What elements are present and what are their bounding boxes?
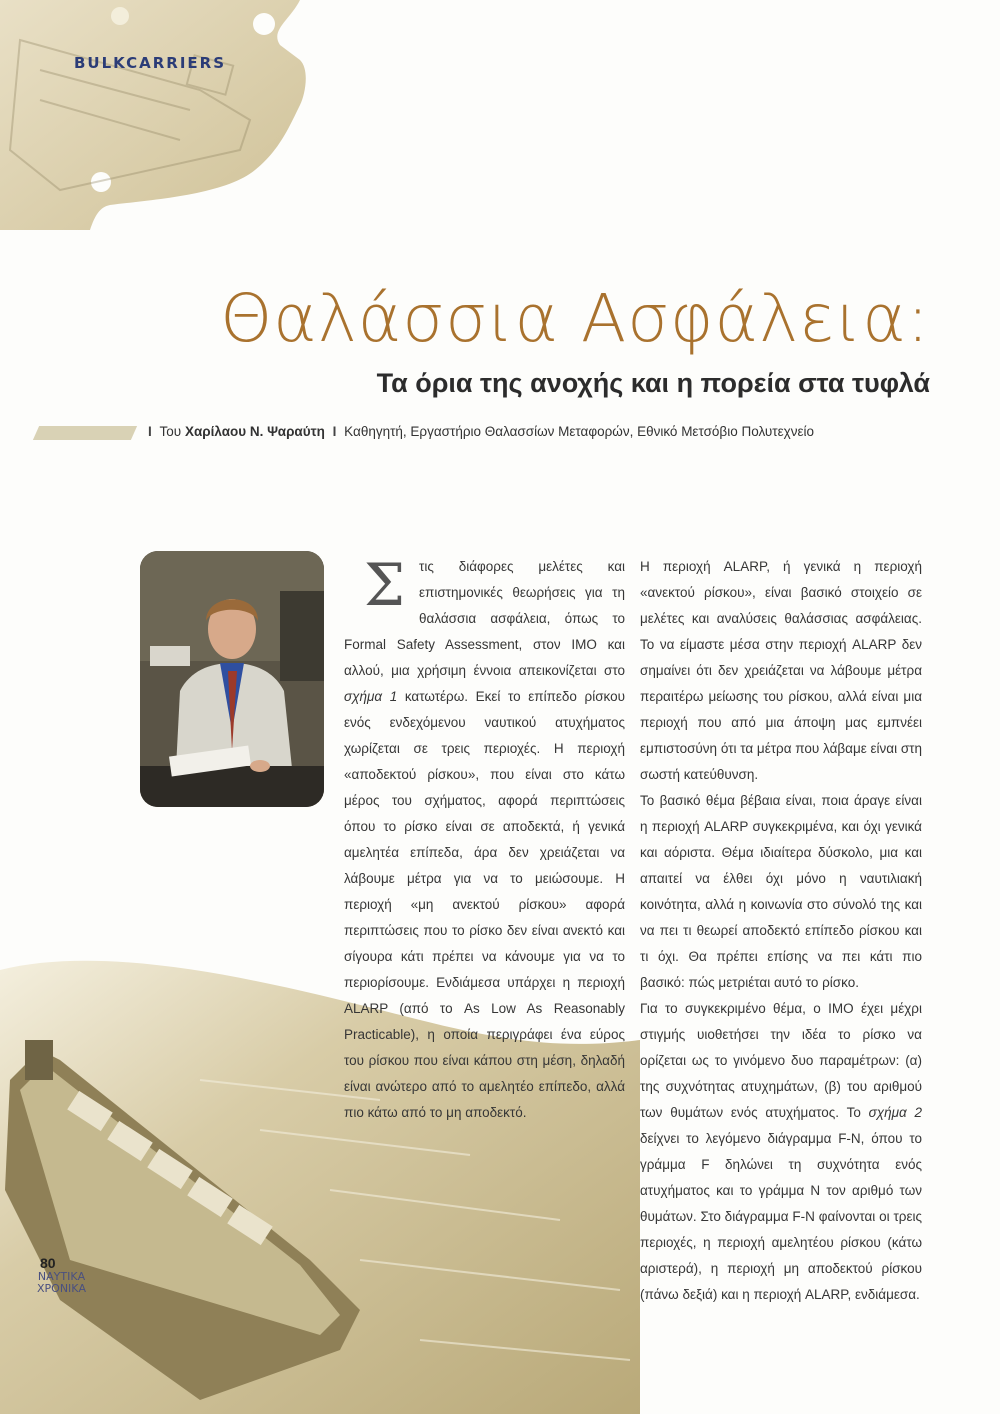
byline-text: [144, 424, 814, 439]
byline: [0, 422, 1000, 446]
column-right: [640, 554, 922, 1308]
column-left: [344, 551, 626, 1126]
header-ship-graphic: [0, 0, 420, 240]
byline-prefix: Του: [159, 424, 182, 439]
magazine-name: ΝΑΥΤΙΚΑ ΧΡΟΝΙΚΑ: [37, 1270, 87, 1295]
page-number: 80: [40, 1255, 56, 1271]
author-photo: [140, 551, 324, 807]
paragraph: Η περιοχή ALARP, ή γενικά η περιοχή «ανεκτού ρίσκου», είναι βασικό στοιχείο σε μελέτες και αναλύσεις θαλάσσιας ασφάλειας. Το να είμαστε μέσα στην περιοχή ALARP δεν σημαίνει ότι δεν χρειάζεται να λάβουμε μέτρα περαιτέρω μείωσης του ρίσκου, αλλά είναι μια περιοχή που από μια άποψη μας εμπνέει εμπιστοσύνη ότι τα μέτρα που λάβαμε είναι στη σωστή κατεύθυνση.: [640, 559, 923, 782]
author-name: Χαρίλαου Ν. Ψαραύτη: [184, 424, 325, 439]
article-subtitle: Τα όρια της ανοχής και η πορεία στα τυφλά: [376, 368, 930, 398]
figure-reference: σχήμα 1: [344, 689, 398, 704]
paragraph: Για το συγκεκριμένο θέμα, ο IMO έχει μέχρι στιγμής υιοθετήσει την ιδέα το ρίσκο να ορίζεται ως το γινόμενο δυο παραμέτρων: (α) της συχνότητας ατυχημάτων, (β) του αριθμού των θυμάτων ενός ατυχήματος. Το σχήμα 2 δείχνει το λεγόμενο διάγραμμα F-N, όπου το γράμμα F δηλώνει τη συχνότητα ενός ατυχήματος και το γράμμα N τον αριθμό των θυμάτων. Στο διάγραμμα F-N φαίνονται οι τρεις περιοχές, η περιοχή αμελητέου ρίσκου (κάτω αριστερά), η περιοχή μη αποδεκτού ρίσκου (πάνω δεξιά) και η περιοχή ALARP, ενδιάμεσα.: [640, 1001, 922, 1302]
section-label: BULKCARRIERS: [74, 54, 227, 72]
drop-cap: Σ: [364, 551, 406, 619]
paragraph: Το βασικό θέμα βέβαια είναι, ποια άραγε είναι η περιοχή ALARP συγκεκριμένα, και όχι γενικά και αόριστα. Θέμα ιδιαίτερα δύσκολο, μια και απαιτεί να έλθει όχι μόνο η ναυτιλιακή κοινότητα, αλλά η κοινωνία στο σύνολό της και να πει τι θεωρεί αποδεκτό επίπεδο ρίσκου και τι όχι. Θα πρέπει επίσης να πει κάτι πιο βασικό: πώς μετριέται αυτό το ρίσκο.: [640, 793, 922, 990]
article-title: Θαλάσσια Ασφάλεια:: [220, 280, 930, 357]
paragraph: Σ τις διάφορες μελέτες και επιστημονικές θεωρήσεις για τη θαλάσσια ασφάλεια, όπως το Formal Safety Assessment, στον IMO και αλλού, μια χρήσιμη έννοια απεικονίζεται στο σχήμα 1 κατωτέρω. Εκεί το επίπεδο ρίσκου ενός ενδεχόμενου ναυτικού ατυχήματος χωρίζεται σε τρεις περιοχές. Η περιοχή «αποδεκτού ρίσκου», που είναι στο κάτω μέρος του σχήματος, αφορά περιπτώσεις όπου το ρίσκο είναι σε αποδεκτά, ή γενικά αμελητέα επίπεδα, άρα δεν χρειάζεται να λάβουμε μέτρα για να το μειώσουμε. Η περιοχή «μη ανεκτού ρίσκου» αφορά περιπτώσεις που το ρίσκο δεν είναι ανεκτό και σίγουρα κάτι πρέπει να κάνουμε για να το περιορίσουμε. Ενδιάμεσα υπάρχει η περιοχή ALARP (από το As Low As Reasonably Practicable), η οποία περιγράφει ένα εύρος του ρίσκου που είναι κάπου στη μέση, δηλαδή είναι ανώτερο από το αμελητέο επίπεδο, αλλά πιο κάτω από το μη αποδεκτό.: [344, 551, 626, 1120]
author-affiliation: Καθηγητή, Εργαστήριο Θαλασσίων Μεταφορών, Εθνικό Μετσόβιο Πολυτεχνείο: [344, 424, 814, 439]
byline-separator: I: [148, 424, 152, 439]
byline-decor-bar: [33, 426, 137, 440]
byline-separator: I: [332, 424, 337, 439]
figure-reference: σχήμα 2: [868, 1105, 922, 1120]
